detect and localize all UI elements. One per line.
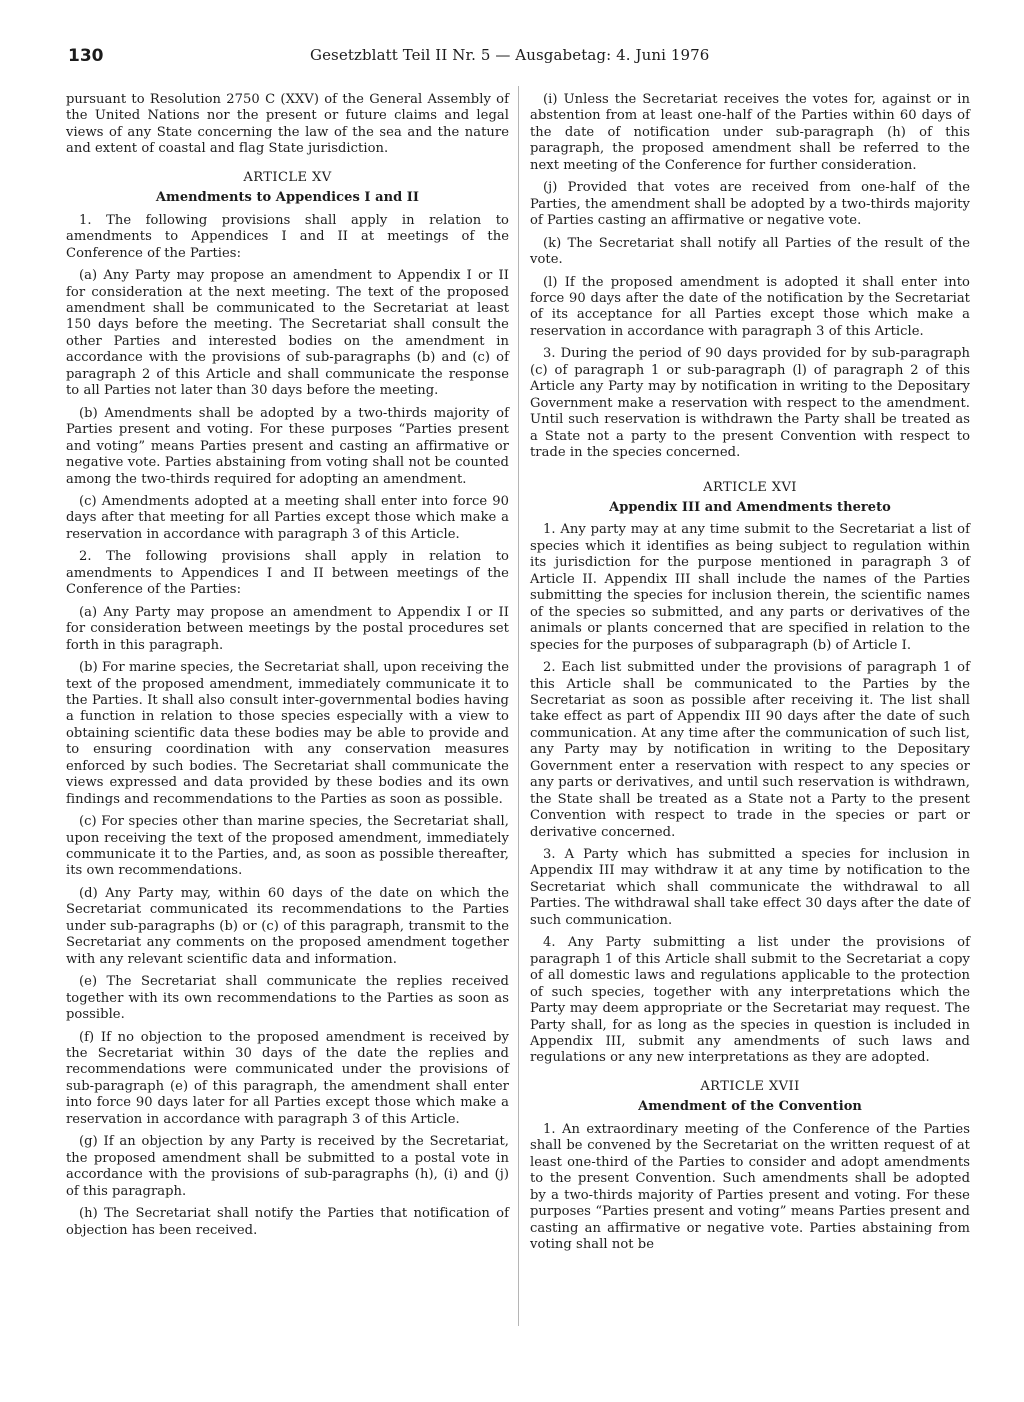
paragraph: (l) If the proposed amendment is adopted it shall enter into force 90 days after the date of the notification by the Secretariat of its acceptance for all Parties except those which make a reservation in accordance with paragraph 3 of this Article.	[530, 274, 970, 339]
paragraph: 3. During the period of 90 days provided for by sub-paragraph (c) of paragraph 1 or sub-paragraph (l) of paragraph 2 of this Article any Party may by notification in writing to the Depositary Government make a reservation with respect to the amendment. Until such reservation is withdrawn the Party shall be treated as a State not a party to the present Convention with respect to trade in the species concerned.	[530, 346, 970, 461]
article-xvi-title: Appendix III and Amendments thereto	[609, 499, 891, 515]
paragraph: (b) For marine species, the Secretariat shall, upon receiving the text of the proposed amendment, immediately communicate it to the Parties. It shall also consult inter-governmental bodies having a function in relation to those species especially with a view to obtaining scientific data these bodies may be able to provide and to ensuring coordination with any conservation measures enforced by such bodies. The Secretariat shall communicate the views expressed and data provided by these bodies and its own findings and recommendations to the Parties as soon as possible.	[66, 660, 509, 807]
running-title: Gesetzblatt Teil II Nr. 5 — Ausgabetag: 4. Juni 1976	[310, 46, 710, 64]
paragraph: (a) Any Party may propose an amendment to Appendix I or II for consideration at the next meeting. The text of the proposed amendment shall be communicated to the Secretariat at least 150 days before the meeting. The Secretariat shall consult the other Parties and interested bodies on the amendment in accordance with the provisions of sub-paragraphs (b) and (c) of paragraph 2 of this Article and shall communicate the response to all Parties not later than 30 days before the meeting.	[66, 268, 509, 399]
paragraph: 1. The following provisions shall apply in relation to amendments to Appendices I and II at meetings of the Conference of the Parties:	[66, 212, 509, 261]
article-xv-heading: ARTICLE XV	[243, 169, 332, 185]
paragraph: (c) For species other than marine species, the Secretariat shall, upon receiving the text of the proposed amendment, immediately communicate it to the Parties, and, as soon as possible thereafter, its own recommendations.	[66, 814, 509, 879]
paragraph: (j) Provided that votes are received from one-half of the Parties, the amendment shall be adopted by a two-thirds majority of Parties casting an affirmative or negative vote.	[530, 180, 970, 229]
paragraph: (k) The Secretariat shall notify all Parties of the result of the vote.	[530, 235, 970, 268]
page-header	[68, 46, 968, 72]
article-xvii-title: Amendment of the Convention	[638, 1099, 862, 1115]
paragraph: 3. A Party which has submitted a species for inclusion in Appendix III may withdraw it at any time by notification to the Secretariat which shall communicate the withdrawal to all Parties. The withdrawal shall take effect 30 days after the date of such communication.	[530, 847, 970, 928]
paragraph: 2. Each list submitted under the provisions of paragraph 1 of this Article shall be communicated to the Parties by the Secretariat as soon as possible after receiving it. The list shall take effect as part of Appendix III 90 days after the date of such communication. At any time after the communication of such list, any Party may by notification in writing to the Depositary Government enter a reservation with respect to any species or any parts or derivatives, and until such reservation is withdrawn, the State shall be treated as a State not a Party to the present Convention with respect to trade in the species or part or derivative concerned.	[530, 660, 970, 840]
paragraph: (i) Unless the Secretariat receives the votes for, against or in abstention from at least one-half of the Parties within 60 days of the date of notification under sub-paragraph (h) of this paragraph, the proposed amendment shall be referred to the next meeting of the Conference for further consideration.	[530, 92, 970, 173]
paragraph: 4. Any Party submitting a list under the provisions of paragraph 1 of this Article shall submit to the Secretariat a copy of all domestic laws and regulations applicable to the protection of such species, together with any interpretations which the Party may deem appropriate or the Secretariat may request. The Party shall, for as long as the species in question is included in Appendix III, submit any amendments of such laws and regulations or any new interpretations as they are adopted.	[530, 935, 970, 1066]
page-number: 130	[68, 46, 104, 66]
paragraph: (g) If an objection by any Party is received by the Secretariat, the proposed amendment shall be submitted to a postal vote in accordance with the provisions of sub-paragraphs (h), (i) and (j) of this paragraph.	[66, 1134, 509, 1199]
article-xvi-heading: ARTICLE XVI	[703, 479, 797, 495]
intro-paragraph: pursuant to Resolution 2750 C (XXV) of the General Assembly of the United Nations nor the present or future claims and legal views of any State concerning the law of the sea and the nature and extent of coastal and flag State jurisdiction.	[66, 92, 509, 157]
paragraph: (a) Any Party may propose an amendment to Appendix I or II for consideration between meetings by the postal procedures set forth in this paragraph.	[66, 604, 509, 653]
paragraph: (e) The Secretariat shall communicate the replies received together with its own recommendations to the Parties as soon as possible.	[66, 974, 509, 1023]
right-column	[530, 92, 970, 1259]
paragraph: (d) Any Party may, within 60 days of the date on which the Secretariat communicated its recommendations to the Parties under sub-paragraphs (b) or (c) of this paragraph, transmit to the Secretariat any comments on the proposed amendment together with any relevant scientific data and information.	[66, 885, 509, 967]
paragraph: (c) Amendments adopted at a meeting shall enter into force 90 days after that meeting for all Parties except those which make a reservation in accordance with paragraph 3 of this Article.	[66, 493, 509, 542]
paragraph: 1. Any party may at any time submit to the Secretariat a list of species which it identifies as being subject to regulation within its jurisdiction for the purpose mentioned in paragraph 3 of Article II. Appendix III shall include the names of the Parties submitting the species for inclusion therein, the scientific names of the species so submitted, and any parts or derivatives of the animals or plants concerned that are specified in relation to the species for the purposes of subparagraph (b) of Article I.	[530, 522, 970, 653]
column-divider	[518, 86, 519, 1326]
left-column	[66, 92, 509, 1245]
paragraph: (h) The Secretariat shall notify the Parties that notification of objection has been received.	[66, 1206, 509, 1238]
article-xv-title: Amendments to Appendices I and II	[155, 190, 420, 206]
paragraph: 1. An extraordinary meeting of the Conference of the Parties shall be convened by the Secretariat on the written request of at least one-third of the Parties to consider and adopt amendments to the present Convention. Such amendments shall be adopted by a two-thirds majority of Parties present and voting. For these purposes “Parties present and voting” means Parties present and casting an affirmative or negative vote. Parties abstaining from voting shall not be	[530, 1121, 970, 1252]
paragraph: 2. The following provisions shall apply in relation to amendments to Appendices I and II between meetings of the Conference of the Parties:	[66, 549, 509, 598]
paragraph: (b) Amendments shall be adopted by a two-thirds majority of Parties present and voting. For these purposes “Parties present and voting” means Parties present and casting an affirmative or negative vote. Parties abstaining from voting shall not be counted among the two-thirds required for adopting an amendment.	[66, 405, 509, 487]
article-xvii-heading: ARTICLE XVII	[700, 1078, 800, 1094]
paragraph: (f) If no objection to the proposed amendment is received by the Secretariat within 30 days of the date the replies and recommendations were communicated under the provisions of sub-paragraph (e) of this paragraph, the amendment shall enter into force 90 days later for all Parties except those which make a reservation in accordance with paragraph 3 of this Article.	[66, 1029, 509, 1127]
